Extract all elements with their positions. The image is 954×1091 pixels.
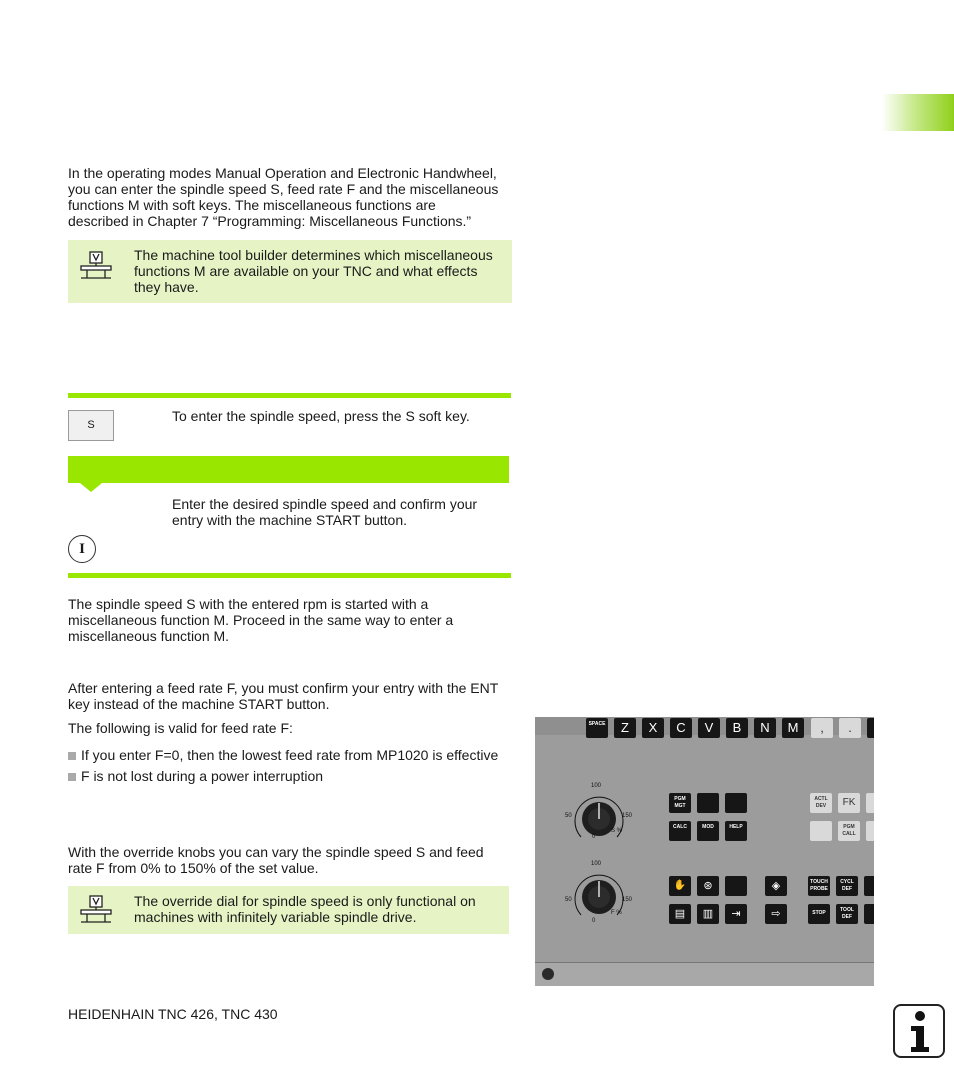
machine-builder-icon	[79, 251, 113, 283]
period-key: .	[839, 718, 861, 738]
s-softkey[interactable]: S	[68, 410, 114, 441]
partial-key	[867, 718, 874, 738]
knob-tick-label: 50	[565, 813, 572, 819]
info-glyph	[895, 1006, 943, 1056]
c-key: C	[670, 718, 692, 738]
v-key: V	[698, 718, 720, 738]
feed-line: After entering a feed rate F, you must confirm your entry with the ENT	[68, 680, 499, 696]
override-line: rate F from 0% to 150% of the set value.	[68, 860, 319, 876]
section-rule-bottom	[68, 573, 511, 578]
page-footer: HEIDENHAIN TNC 426, TNC 430	[68, 1006, 278, 1022]
intro-line: you can enter the spindle speed S, feed rate F and the miscellaneous	[68, 181, 499, 197]
feed-override-knob	[569, 867, 629, 927]
section-rule-top	[68, 393, 511, 398]
bullet-item	[68, 768, 323, 784]
note-line: they have.	[134, 279, 199, 295]
n-key: N	[754, 718, 776, 738]
knob-icon	[569, 789, 629, 849]
touch-probe-key: TOUCH PROBE	[808, 876, 830, 896]
partial-key	[864, 876, 874, 896]
spindle-line: miscellaneous function M.	[68, 628, 230, 644]
pgm-mgt-key: PGM MGT	[669, 793, 691, 813]
intro-line: functions M with soft keys. The miscellaneous functions are	[68, 197, 436, 213]
mod-key: MOD	[697, 821, 719, 841]
step1-text: To enter the spindle speed, press the S soft key.	[172, 408, 470, 424]
knob-tick-label: 150	[622, 897, 633, 903]
feed-valid-label: The following is valid for feed rate F:	[68, 720, 293, 736]
m-key: M	[782, 718, 804, 738]
comma-key: ,	[811, 718, 833, 738]
intro-paragraph	[68, 165, 518, 229]
light-key	[810, 821, 832, 841]
machine-start-icon: I	[68, 535, 96, 563]
step2-line: Enter the desired spindle speed and confirm your	[172, 496, 478, 512]
cycl-def-key: CYCL DEF	[836, 876, 858, 896]
override-note	[68, 886, 509, 934]
override-line: With the override knobs you can vary the spindle speed S and feed	[68, 844, 484, 860]
single-block-key: ▤	[669, 904, 691, 924]
z-key: Z	[614, 718, 636, 738]
knob-tick-label: 0	[592, 834, 596, 840]
bullet-marker	[68, 773, 76, 781]
bullet-marker	[68, 752, 76, 760]
panel-bottom-strip	[535, 962, 874, 986]
partial-key	[866, 821, 874, 841]
override-paragraph	[68, 844, 518, 876]
knob-tick-label: 50	[565, 897, 572, 903]
partial-key	[864, 904, 874, 924]
dialog-pointer	[80, 483, 102, 492]
chapter-tab-marker	[882, 94, 954, 131]
fk-key: FK	[838, 793, 860, 813]
knob-tick-label: 0	[592, 918, 596, 924]
handwheel-mode-key: ⊛	[697, 876, 719, 896]
blank-key	[725, 793, 747, 813]
calc-key: CALC	[669, 821, 691, 841]
editing-key: ⇨	[765, 904, 787, 924]
actl-dev-key: ACTL DEV	[810, 793, 832, 813]
spindle-line: The spindle speed S with the entered rpm is started with a	[68, 596, 429, 612]
dialog-bar	[68, 456, 509, 483]
blank-key	[725, 876, 747, 896]
b-key: B	[726, 718, 748, 738]
step2-text	[172, 496, 477, 528]
program-run-key: ⇥	[725, 904, 747, 924]
knob-tick-label: 150	[622, 813, 633, 819]
tool-def-key: TOOL DEF	[836, 904, 858, 924]
knob-tick-label: 100	[591, 861, 602, 867]
intro-line: In the operating modes Manual Operation and Electronic Handwheel,	[68, 165, 497, 181]
spindle-paragraph	[68, 596, 518, 644]
note-line: The machine tool builder determines which miscellaneous	[134, 247, 493, 263]
step2-line: entry with the machine START button.	[172, 512, 408, 528]
note-line: functions M are available on your TNC and what effects	[134, 263, 478, 279]
feed-line: key instead of the machine START button.	[68, 696, 330, 712]
knob-icon	[569, 867, 629, 927]
feed-paragraph	[68, 680, 528, 712]
machine-builder-note	[68, 240, 512, 303]
info-icon	[893, 1004, 945, 1058]
x-key: X	[642, 718, 664, 738]
note-line: The override dial for spindle speed is only functional on	[134, 893, 476, 909]
help-key: HELP	[725, 821, 747, 841]
space-key: SPACE	[586, 718, 608, 738]
full-sequence-key: ▥	[697, 904, 719, 924]
blank-key	[697, 793, 719, 813]
stop-key: STOP	[808, 904, 830, 924]
knob-tick-label: 100	[591, 783, 602, 789]
bullet-text: If you enter F=0, then the lowest feed rate from MP1020 is effective	[81, 747, 499, 763]
bullet-text: F is not lost during a power interruption	[81, 768, 324, 784]
hand-mode-key: ✋	[669, 876, 691, 896]
positioning-key: ◈	[765, 876, 787, 896]
note-line: machines with infinitely variable spindle drive.	[134, 909, 417, 925]
spindle-override-knob	[569, 789, 629, 849]
knob-caption: S %	[611, 828, 623, 834]
knob-caption: F %	[611, 910, 622, 916]
spindle-line: miscellaneous function M. Proceed in the same way to enter a	[68, 612, 454, 628]
control-panel-image	[535, 717, 874, 986]
pgm-call-key: PGM CALL	[838, 821, 860, 841]
screw-icon	[542, 968, 554, 980]
partial-key	[866, 793, 874, 813]
machine-builder-icon	[79, 895, 113, 927]
intro-line: described in Chapter 7 “Programming: Miscellaneous Functions.”	[68, 213, 472, 229]
bullet-item	[68, 747, 498, 763]
